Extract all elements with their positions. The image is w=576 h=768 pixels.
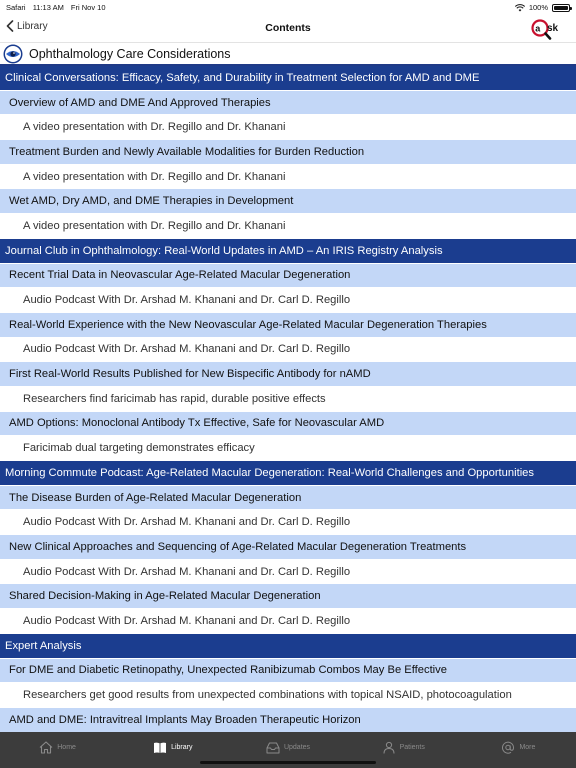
status-carrier: Safari <box>6 3 26 12</box>
article-item[interactable] <box>0 264 576 289</box>
article-title: For DME and Diabetic Retinopathy, Unexpected Ranibizumab Combos May Be Effective <box>9 664 447 677</box>
tab-label: Updates <box>283 743 311 751</box>
article-description: Audio Podcast With Dr. Arshad M. Khanani and Dr. Carl D. Regillo <box>23 565 351 578</box>
article-description: Audio Podcast With Dr. Arshad M. Khanani and Dr. Carl D. Regillo <box>23 614 351 627</box>
article-item[interactable] <box>0 708 576 732</box>
tab-label: Patients <box>399 743 425 751</box>
article-title: The Disease Burden of Age-Related Macular Degeneration <box>9 491 302 504</box>
article-title: Wet AMD, Dry AMD, and DME Therapies in Development <box>9 195 294 208</box>
article-description: Audio Podcast With Dr. Arshad M. Khanani and Dr. Carl D. Regillo <box>23 343 351 356</box>
page-title: Contents <box>265 22 311 34</box>
battery-percent: 100% <box>528 3 548 12</box>
at-icon <box>501 741 515 754</box>
article-item[interactable] <box>0 486 576 511</box>
article-item[interactable] <box>0 189 576 214</box>
article-item[interactable] <box>0 584 576 609</box>
app-title: Ophthalmology Care Considerations <box>29 46 231 61</box>
ask-logo-text: sk <box>547 23 559 34</box>
battery-icon <box>552 4 570 12</box>
article-detail[interactable] <box>0 609 576 634</box>
tab-label: More <box>519 743 536 751</box>
section-title: Morning Commute Podcast: Age-Related Macular Degeneration: Real-World Challenges and Opportunities <box>5 466 534 479</box>
wifi-icon <box>515 4 525 12</box>
article-detail[interactable] <box>0 436 576 461</box>
article-detail[interactable] <box>0 510 576 535</box>
navigation-bar <box>0 14 576 42</box>
section-header[interactable] <box>0 239 576 264</box>
section-title: Clinical Conversations: Efficacy, Safety, and Durability in Treatment Selection for AMD and DME <box>5 71 480 84</box>
article-description: Audio Podcast With Dr. Arshad M. Khanani and Dr. Carl D. Regillo <box>23 516 351 529</box>
tab-bar <box>0 732 576 768</box>
article-item[interactable] <box>0 659 576 684</box>
article-item[interactable] <box>0 362 576 387</box>
article-title: Recent Trial Data in Neovascular Age-Related Macular Degeneration <box>9 269 351 282</box>
article-detail[interactable] <box>0 288 576 313</box>
article-description: A video presentation with Dr. Regillo and Dr. Khanani <box>23 121 286 134</box>
section-header[interactable] <box>0 66 576 91</box>
back-label: Library <box>17 20 48 32</box>
article-item[interactable] <box>0 140 576 165</box>
section-header[interactable] <box>0 634 576 659</box>
article-item[interactable] <box>0 313 576 338</box>
status-time: 11:13 AM <box>32 3 64 12</box>
article-title: AMD Options: Monoclonal Antibody Tx Effective, Safe for Neovascular AMD <box>9 417 385 430</box>
article-description: Faricimab dual targeting demonstrates efficacy <box>23 442 255 455</box>
book-icon <box>153 741 167 754</box>
ask-logo[interactable] <box>530 17 564 41</box>
article-detail[interactable] <box>0 338 576 363</box>
article-title: Shared Decision-Making in Age-Related Macular Degeneration <box>9 590 321 603</box>
app-header <box>0 42 576 66</box>
home-icon <box>39 741 53 754</box>
article-description: A video presentation with Dr. Regillo and Dr. Khanani <box>23 219 286 232</box>
article-detail[interactable] <box>0 165 576 190</box>
article-title: Treatment Burden and Newly Available Modalities for Burden Reduction <box>9 145 365 158</box>
article-title: Real-World Experience with the New Neovascular Age-Related Macular Degeneration Therapies <box>9 318 487 331</box>
status-right <box>515 3 570 12</box>
status-bar <box>0 0 576 14</box>
tab-more[interactable] <box>461 732 576 768</box>
svg-text:a: a <box>535 23 541 34</box>
section-title: Journal Club in Ophthalmology: Real-World Updates in AMD – An IRIS Registry Analysis <box>5 244 443 257</box>
article-title: AMD and DME: Intravitreal Implants May Broaden Therapeutic Horizon <box>9 713 361 726</box>
article-item[interactable] <box>0 91 576 116</box>
article-detail[interactable] <box>0 214 576 239</box>
article-description: Audio Podcast With Dr. Arshad M. Khanani and Dr. Carl D. Regillo <box>23 294 351 307</box>
status-date: Fri Nov 10 <box>70 3 106 12</box>
article-item[interactable] <box>0 535 576 560</box>
eye-logo-icon <box>3 44 23 64</box>
person-icon <box>382 741 396 754</box>
article-detail[interactable] <box>0 560 576 585</box>
article-description: Researchers get good results from unexpected combinations with topical NSAID, photocoagulation <box>23 689 512 702</box>
tab-label: Library <box>171 743 193 751</box>
tab-label: Home <box>57 743 76 751</box>
status-left <box>6 3 111 12</box>
section-header[interactable] <box>0 461 576 486</box>
article-detail[interactable] <box>0 683 576 708</box>
inbox-icon <box>266 741 280 754</box>
home-indicator <box>200 761 376 764</box>
article-description: A video presentation with Dr. Regillo and Dr. Khanani <box>23 170 286 183</box>
article-item[interactable] <box>0 412 576 437</box>
article-title: Overview of AMD and DME And Approved Therapies <box>9 96 271 109</box>
tab-home[interactable] <box>0 732 115 768</box>
article-description: Researchers find faricimab has rapid, durable positive effects <box>23 392 326 405</box>
article-detail[interactable] <box>0 387 576 412</box>
contents-list[interactable] <box>0 66 576 732</box>
article-detail[interactable] <box>0 115 576 140</box>
article-title: New Clinical Approaches and Sequencing of Age-Related Macular Degeneration Treatments <box>9 540 467 553</box>
article-title: First Real-World Results Published for New Bispecific Antibody for nAMD <box>9 368 371 381</box>
section-title: Expert Analysis <box>5 639 82 652</box>
